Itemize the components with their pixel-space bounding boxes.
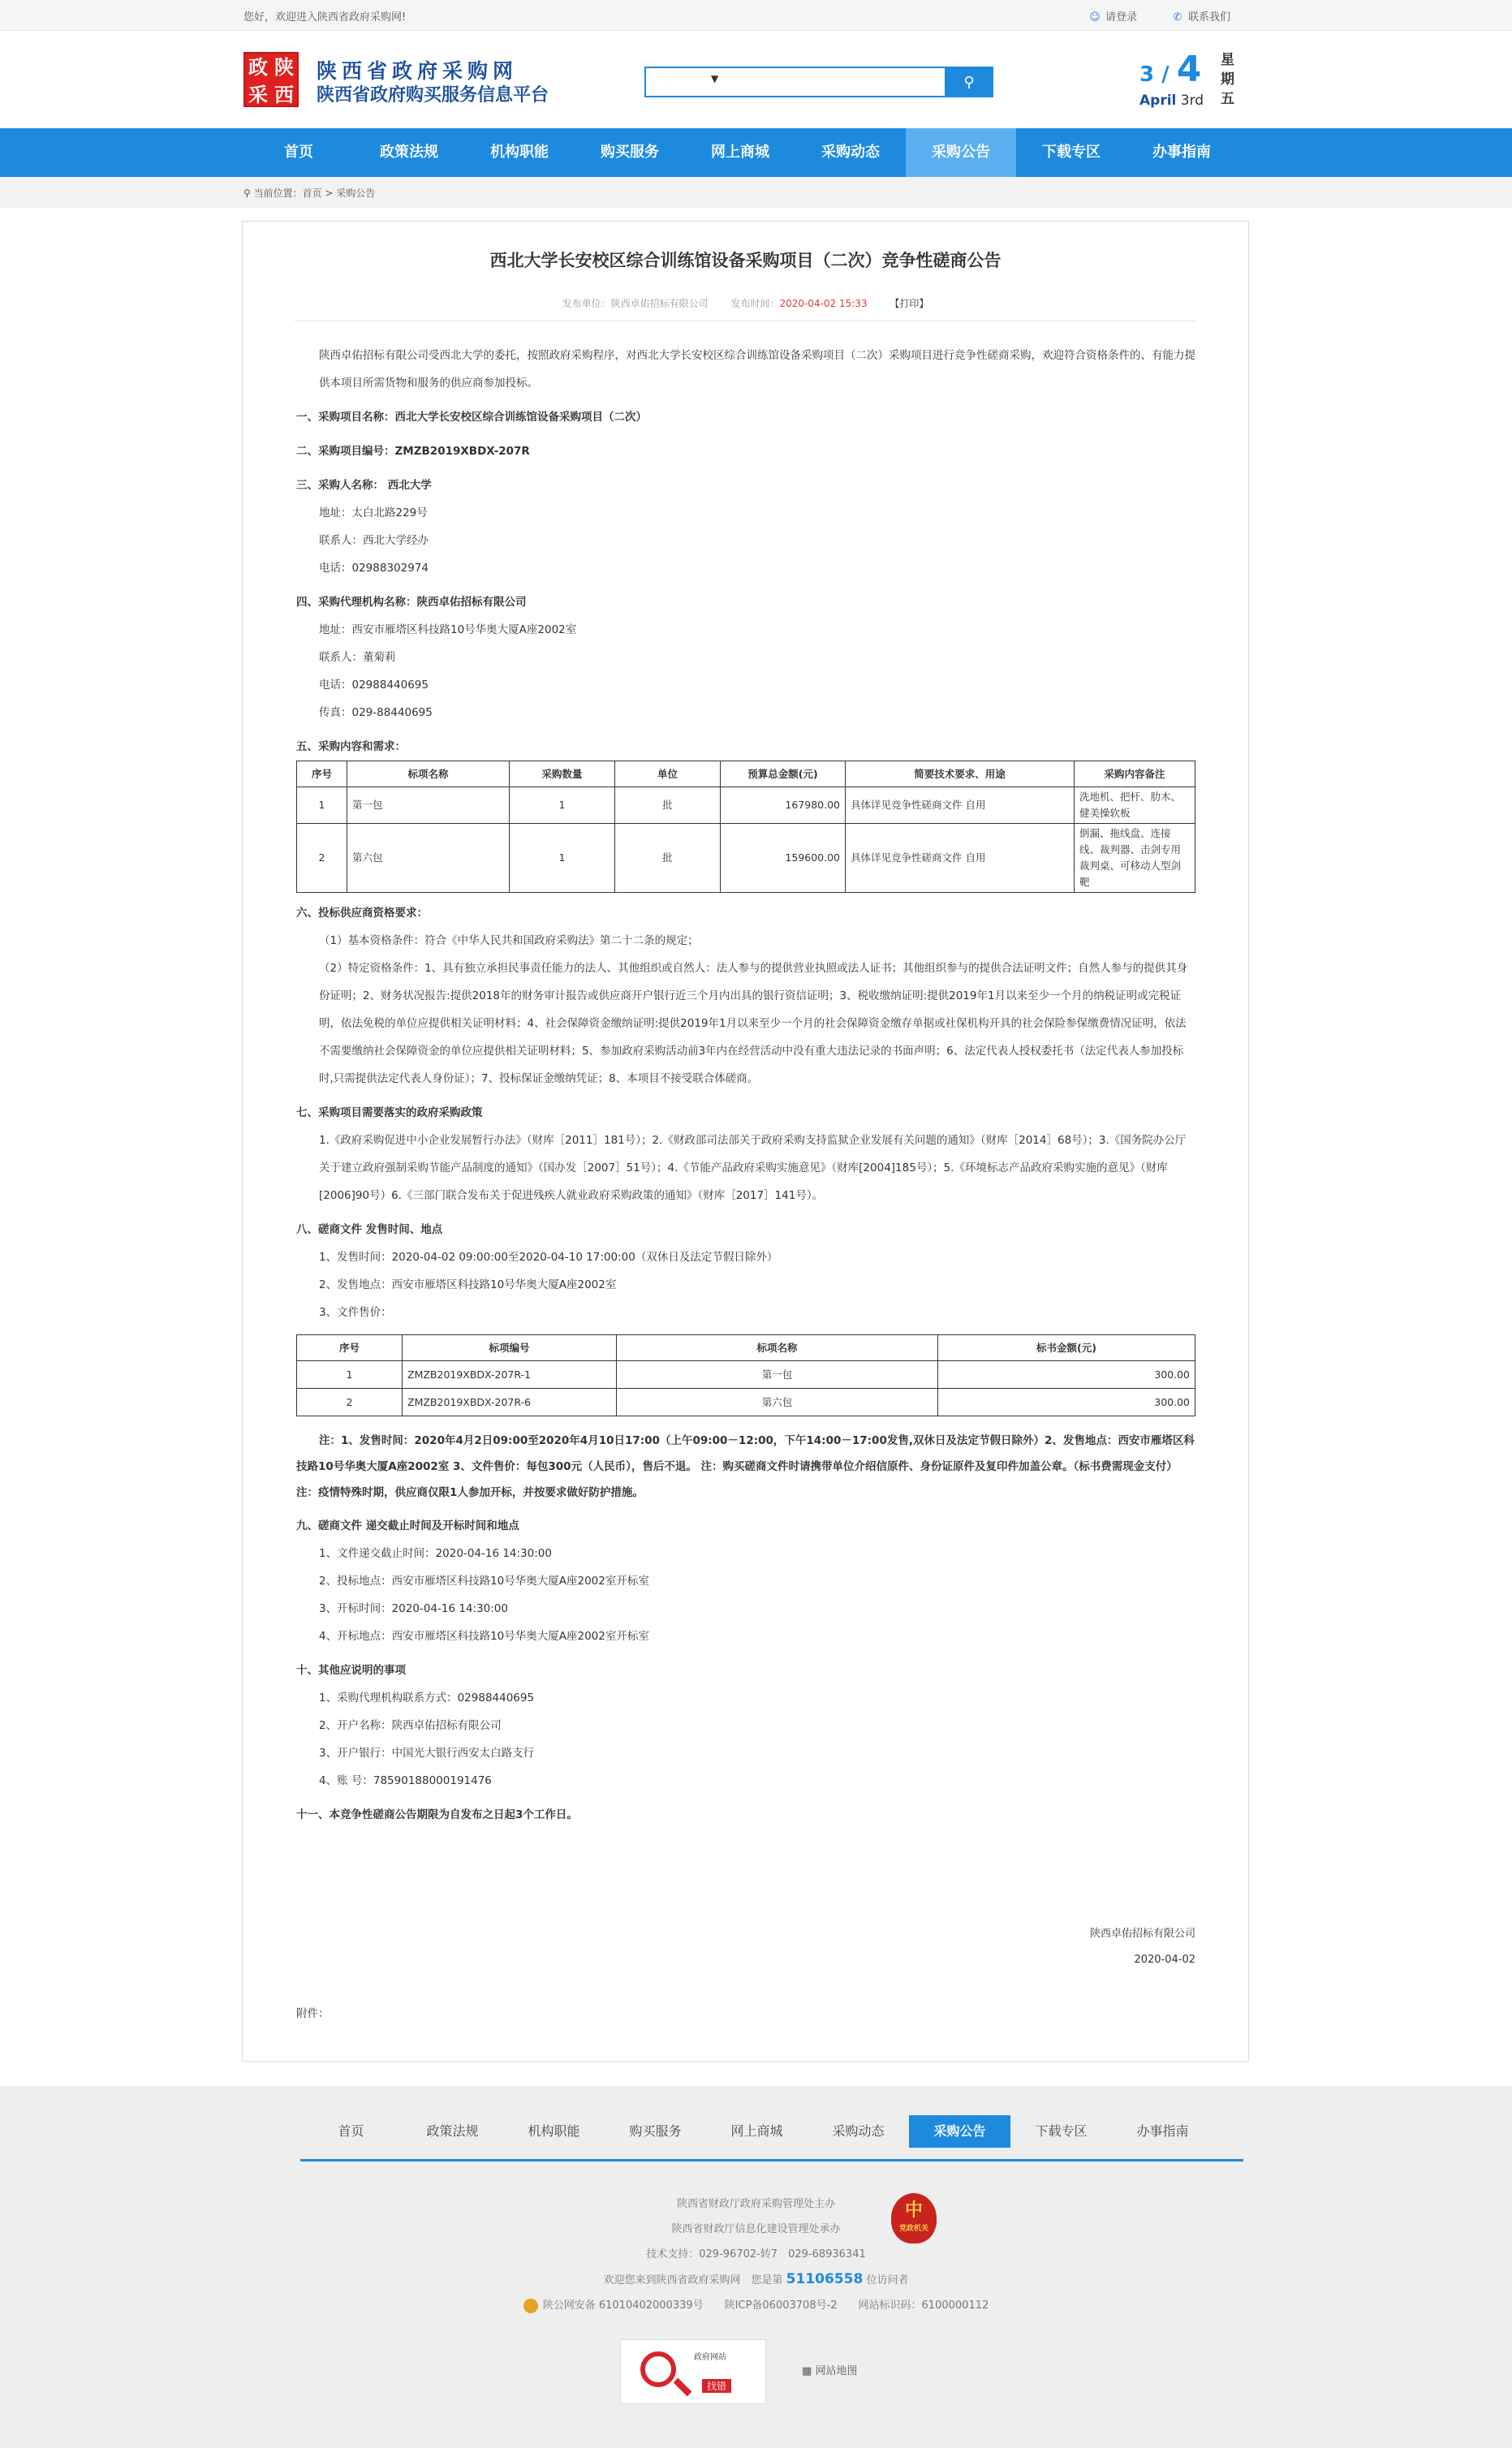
nav-org[interactable]: 机构职能 [490, 144, 549, 161]
visitor-count: 51106558 [786, 2271, 864, 2287]
footer [0, 2086, 1512, 2448]
footer-nav-policy[interactable]: 政策法规 [426, 2123, 479, 2139]
footer-nav-mall[interactable]: 网上商城 [730, 2123, 783, 2139]
site-title: 陕西省政府采购网 [317, 59, 519, 83]
footer-nav-home[interactable]: 首页 [338, 2123, 364, 2139]
footer-nav-guide[interactable]: 办事指南 [1136, 2123, 1189, 2139]
police-badge-icon [523, 2299, 538, 2313]
table-row: 2 第六包 1 批 159600.00 具体详见竞争性磋商文件 自用 倒漏、拖线盘、连接线、裁判器、击剑专用裁判桌、可移动人型剑靶 [297, 824, 1195, 893]
sign-date: 2020-04-02 [1134, 1954, 1195, 1966]
fee-table: 序号 标项编号 标项名称 标书金额(元) 1 ZMZB2019XBDX-207R-1 第一包 300.00 2 ZMZB2019XBDX-207R-6 第六包 300.00 [296, 1334, 1195, 1416]
article-meta: 发布单位：陕西卓佑招标有限公司 发布时间：2020-04-02 15:33 【打印】 [562, 298, 929, 309]
article-panel [242, 221, 1249, 2062]
site-subtitle: 陕西省政府购买服务信息平台 [317, 84, 549, 106]
article-body: 陕西卓佑招标有限公司受西北大学的委托，按照政府采购程序，对西北大学长安校区综合训练馆设备采购项目（二次）采购项目进行竞争性磋商采购，欢迎符合资格条件的、有能力提供本项目所需货物和服务的供应商参加投标。 一、采购项目名称：西北大学长安校区综合训练馆设备采购项目（二次） 二、采购项目编号：ZMZB2019XBDX-207R 三、采购人名称： 西北大学 地址：太白北路229号 联系人：西北大学经办 电话：02988302974 四、采购代理机构名称：陕西卓佑招标有限公司 地址：西安市雁塔区科技路10号华奥大厦A座2002室 联系人：董菊莉 电话：02988440695 传真：029-88440695 五、采购内容和需求： 序号 标项名称 采购数量 单位 预算总金额(元) 简要技术要求、用途 采购内容备注 1 第一包 1 批 167980.00 具体详见竞争性磋商文件 自用 洗地机、把杆、肋木、健美操软板 2 第六包 1 批 159600.00 具体详见竞争性磋商文件 自用 倒漏、拖线盘、连接线、裁判器、击剑专用裁判桌、可移动人型剑靶 六、投标供应商资格要求： （1）基本资格条件：符合《中华人民共和国政府采购法》第二十二条的规定； （2）特定资格条件：1、具有独立承担民事责任能力的法人、其他组织或自然人：法人参与的提供营业执照或法人证书；其他组织参与的提供合法证明文件；自然人参与的提供其身份证明；2、财务状况报告:提供2018年的财务审计报告或供应商开户银行近三个月内出具的银行资信证明；3、税收缴纳证明:提供2019年1月以来至少一个月的纳税证明或完税证明，依法免税的单位应提供相关证明材料；4、社会保障资金缴纳证明:提供2019年1月以来至少一个月的社会保障资金缴存单据或社保机构开具的社会保险参保缴费情况证明，依法不需要缴纳社会保障资金的单位应提供相关证明材料；5、参加政府采购活动前3年内在经营活动中没有重大违法记录的书面声明；6、法定代表人授权委托书（法定代表人参加投标时,只需提供法定代表人身份证）；7、投标保证金缴纳凭证；8、本项目不接受联合体磋商。 七、采购项目需要落实的政府采购政策 1.《政府采购促进中小企业发展暂行办法》（财库［2011］181号）；2.《财政部司法部关于政府采购支持监狱企业发展有关问题的通知》（财库［2014］68号）；3.《国务院办公厅关于建立政府强制采购节能产品制度的通知》（国办发［2007］51号）；4.《节能产品政府采购实施意见》（财库[2004]185号）；5.《环境标志产品政府采购实施的意见》（财库[2006]90号）6.《三部门联合发布关于促进残疾人就业政府采购政策的通知》（财库［2017］141号）。 八、磋商文件 发售时间、地点 1、发售时间：2020-04-02 09:00:00至2020-04-10 17:00:00（双休日及法定节假日除外） 2、发售地点：西安市雁塔区科技路10号华奥大厦A座2002室 3、文件售价： 序号 标项编号 标项名称 标书金额(元) 1 ZMZB2019XBDX-207R-1 第一包 300.00 2 ZMZB2019XBDX-207R-6 第六包 300.00 注：1、发售时间：2020年4月2日09:00至2020年4月10日17:00（上午09:00－12:00，下午14:00－17:00发售,双休日及法定节假日除外）2、发售地点：西安市雁塔区科技路10号华奥大厦A座2002室 3、文件售价：每包300元（人民币），售后不退。 注：购买磋商文件时请携带单位介绍信原件、身份证原件及复印件加盖公章。（标书费需现金支付）注：疫情特殊时期，供应商仅限1人参加开标，并按要求做好防护措施。 九、磋商文件 递交截止时间及开标时间和地点 1、文件递交截止时间：2020-04-16 14:30:00 2、投标地点：西安市雁塔区科技路10号华奥大厦A座2002室开标室 3、开标时间：2020-04-16 14:30:00 4、开标地点：西安市雁塔区科技路10号华奥大厦A座2002室开标室 十、其他应说明的事项 1、采购代理机构联系方式：02988440695 2、开户名称：陕西卓佑招标有限公司 3、开户银行：中国光大银行西安太白路支行 4、账 号：78590188000191476 十一、本竞争性磋商公告期限为自发布之日起3个工作日。 [296, 349, 1195, 1821]
procurement-table: 序号 标项名称 采购数量 单位 预算总金额(元) 简要技术要求、用途 采购内容备注 1 第一包 1 批 167980.00 具体详见竞争性磋商文件 自用 洗地机、把杆、肋木、健美操软板 2 第六包 1 批 159600.00 具体详见竞争性磋商文件 自用 倒漏、拖线盘、连接线、裁判器、击剑专用裁判桌、可移动人型剑靶 [296, 761, 1195, 893]
footer-divider [300, 2159, 1243, 2161]
nav-mall[interactable]: 网上商城 [711, 144, 769, 161]
caret-down-icon: ▼ [711, 73, 719, 84]
weekday: 星期五 [1221, 52, 1234, 107]
main-nav [0, 128, 1512, 177]
footer-nav-announcement[interactable]: 采购公告 [909, 2115, 1010, 2148]
search-box [644, 67, 993, 97]
logo-seal[interactable]: 政 陕 采 西 [243, 52, 299, 107]
nav-service[interactable]: 购买服务 [601, 144, 659, 161]
nav-announcement[interactable]: 采购公告 [906, 128, 1016, 177]
table-row: 1 第一包 1 批 167980.00 具体详见竞争性磋商文件 自用 洗地机、把杆、肋木、健美操软板 [297, 787, 1195, 824]
footer-nav-download[interactable]: 下载专区 [1035, 2123, 1088, 2139]
print-link[interactable]: 【打印】 [890, 298, 929, 309]
footer-nav-service[interactable]: 购买服务 [629, 2123, 682, 2139]
magnifier-icon [640, 2351, 676, 2387]
login-link[interactable]: ☺ 请登录 [1089, 11, 1138, 24]
breadcrumb: ⚲ 当前位置：首页 > 采购公告 [243, 187, 376, 199]
sitemap-link[interactable]: ▦ 网站地图 [802, 2365, 858, 2377]
footer-nav [300, 2115, 1213, 2148]
article-title: 西北大学长安校区综合训练馆设备采购项目（二次）竞争性磋商公告 [489, 251, 1002, 270]
nav-download[interactable]: 下载专区 [1042, 144, 1101, 161]
search-category-select[interactable] [646, 68, 727, 96]
party-government-badge-icon[interactable]: 中 党政机关 [891, 2193, 937, 2243]
nav-news[interactable]: 采购动态 [821, 144, 880, 161]
footer-nav-news[interactable]: 采购动态 [832, 2123, 885, 2139]
user-icon: ☺ [1089, 11, 1101, 24]
phone-icon: ✆ [1173, 11, 1182, 24]
sign-company: 陕西卓佑招标有限公司 [1089, 1928, 1195, 1940]
welcome-text: 您好，欢迎进入陕西省政府采购网! [243, 11, 407, 24]
nav-policy[interactable]: 政策法规 [380, 144, 438, 161]
search-button[interactable] [945, 67, 993, 97]
location-pin-icon: ⚲ [243, 187, 251, 199]
find-error-button[interactable]: 政府网站 找错 [620, 2339, 766, 2404]
table-row: 1 ZMZB2019XBDX-207R-1 第一包 300.00 [297, 1361, 1195, 1389]
nav-home[interactable]: 首页 [284, 144, 313, 161]
attachment-label: 附件： [296, 2007, 330, 2020]
sitemap-icon: ▦ [802, 2365, 812, 2377]
sale-note: 注：1、发售时间：2020年4月2日09:00至2020年4月10日17:00（上午09:00－12:00，下午14:00－17:00发售,双休日及法定节假日除外）2、发售地点：西安市雁塔区科技路10号华奥大厦A座2002室 3、文件售价：每包300元（人民币），售后不退。 注：购买磋商文件时请携带单位介绍信原件、身份证原件及复印件加盖公章。（标书费需现金支付）注：疫情特殊时期，供应商仅限1人参加开标，并按要求做好防护措施。 [296, 1434, 1195, 1499]
footer-info: 陕西省财政厅政府采购管理处主办 陕西省财政厅信息化建设管理处承办 技术支持：029-96702-转7 029-68936341 欢迎您来到陕西省政府采购网 您是第 51106558 位访问者 陕公网安备 61010402000339号 陕ICP备06003708号-2 网站标识码：6100000112 [0, 2192, 1512, 2318]
nav-guide[interactable]: 办事指南 [1152, 144, 1211, 161]
footer-nav-org[interactable]: 机构职能 [528, 2123, 580, 2139]
publish-time: 2020-04-02 15:33 [779, 298, 868, 309]
search-icon: ⚲ [963, 73, 975, 91]
table-row: 2 ZMZB2019XBDX-207R-6 第六包 300.00 [297, 1389, 1195, 1416]
contact-link[interactable]: ✆ 联系我们 [1173, 11, 1231, 24]
breadcrumb-bar [0, 177, 1512, 208]
top-bar [0, 0, 1512, 31]
